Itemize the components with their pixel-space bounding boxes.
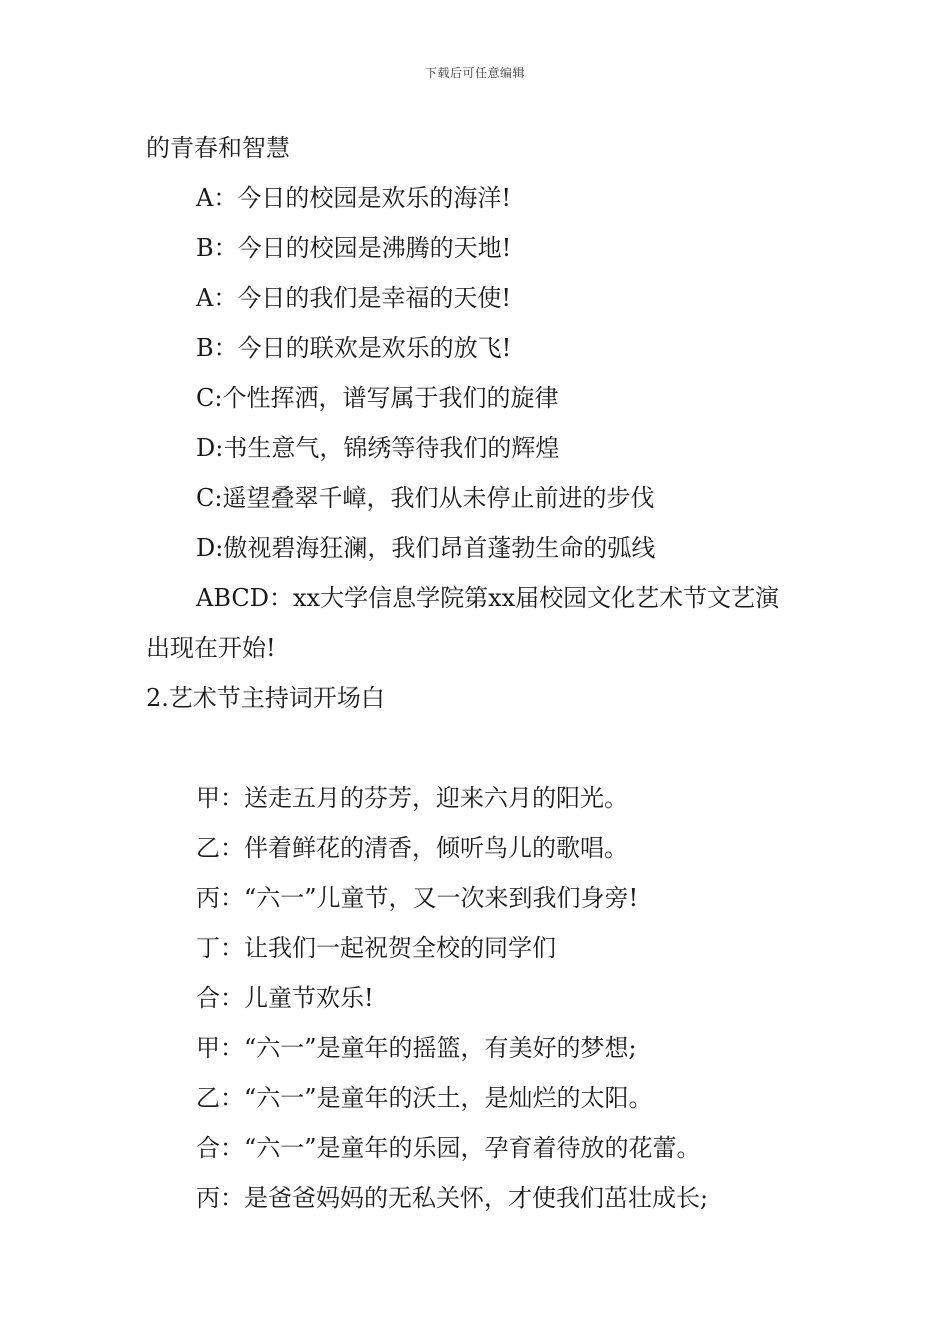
text-line: 乙：“六一”是童年的沃土，是灿烂的太阳。 <box>196 1084 653 1112</box>
text-line: C:个性挥洒，谱写属于我们的旋律 <box>196 384 559 412</box>
section-heading: 2.艺术节主持词开场白 <box>146 684 385 712</box>
text-line: 甲：“六一”是童年的摇篮，有美好的梦想; <box>196 1034 637 1062</box>
text-line: 丁：让我们一起祝贺全校的同学们 <box>196 934 556 962</box>
text-line: A：今日的我们是幸福的天使! <box>196 284 511 312</box>
page-header: 下载后可任意编辑 <box>424 66 525 80</box>
text-line: 甲：送走五月的芬芳，迎来六月的阳光。 <box>196 784 628 812</box>
text-line: 乙：伴着鲜花的清香，倾听鸟儿的歌唱。 <box>196 834 628 862</box>
text-line: B：今日的校园是沸腾的天地! <box>196 234 512 262</box>
text-line: 的青春和智慧 <box>146 134 290 162</box>
text-line: C:遥望叠翠千嶂，我们从未停止前进的步伐 <box>196 484 655 512</box>
text-line: 合：儿童节欢乐! <box>196 984 374 1012</box>
text-line: 丙：“六一”儿童节，又一次来到我们身旁! <box>196 884 639 912</box>
text-line: 出现在开始! <box>146 634 276 662</box>
text-line: D:书生意气，锦绣等待我们的辉煌 <box>196 434 560 462</box>
text-line: 合：“六一”是童年的乐园，孕育着待放的花蕾。 <box>196 1134 701 1162</box>
text-line: A：今日的校园是欢乐的海洋! <box>196 184 511 212</box>
text-line: ABCD：xx大学信息学院第xx届校园文化艺术节文艺演 <box>196 584 780 612</box>
text-line: 丙：是爸爸妈妈的无私关怀，才使我们茁壮成长; <box>196 1184 709 1212</box>
text-line: D:傲视碧海狂澜，我们昂首蓬勃生命的弧线 <box>196 534 656 562</box>
text-line: B：今日的联欢是欢乐的放飞! <box>196 334 512 362</box>
